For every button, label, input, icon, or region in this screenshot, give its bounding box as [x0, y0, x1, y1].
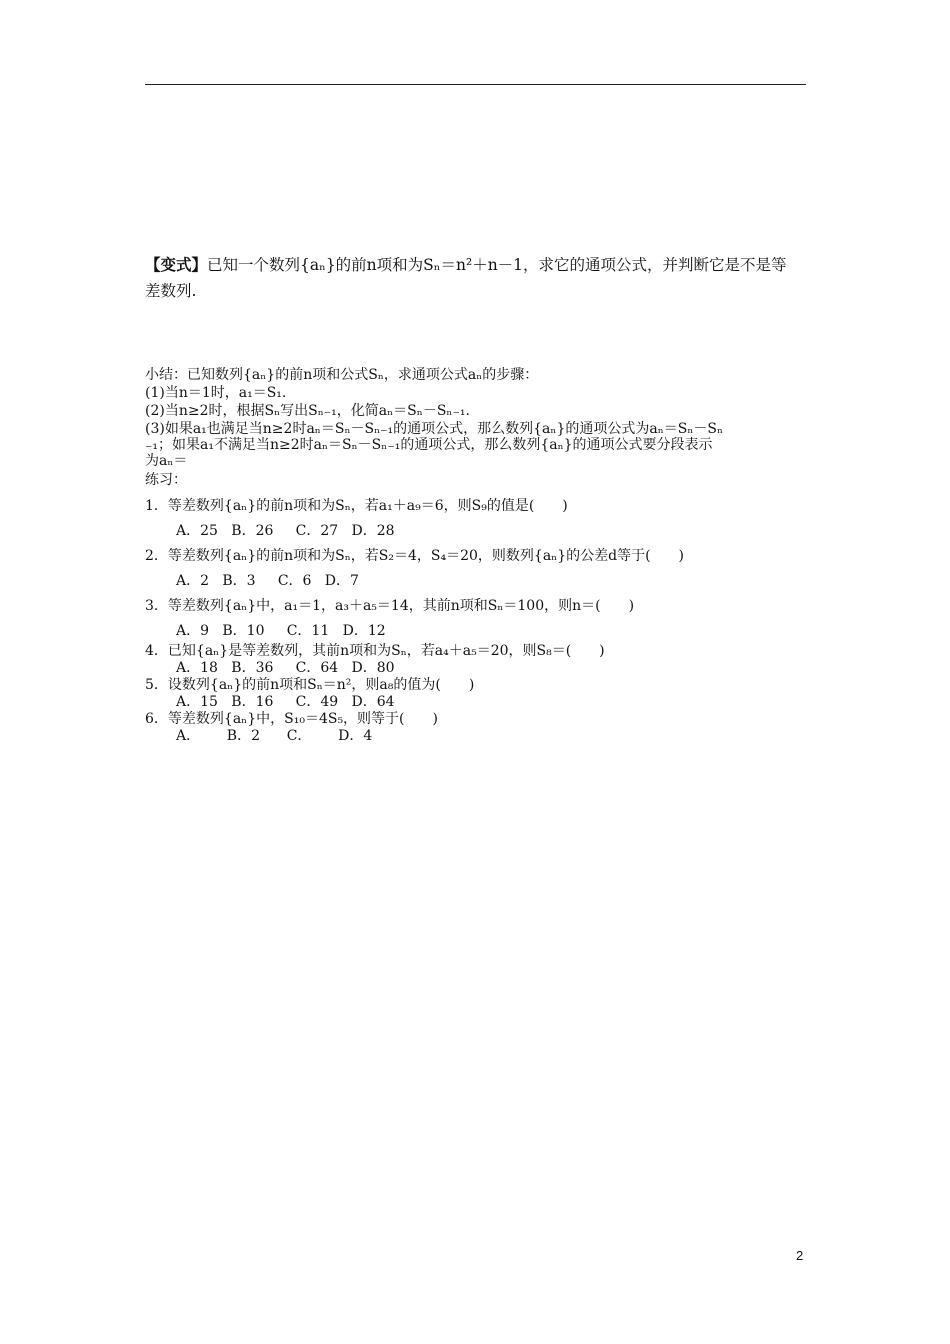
variant-line-1	[145, 253, 787, 275]
question-1-options: A．25 B．26 C．27 D．28	[176, 523, 395, 539]
variant-label: 【变式】	[145, 255, 208, 274]
variant-line-2: 差数列.	[145, 282, 197, 300]
question-6-stem: 6．等差数列{aₙ}中，S₁₀＝4S₅，则等于( )	[145, 711, 438, 727]
question-1-stem: 1．等差数列{aₙ}的前n项和为Sₙ，若a₁＋a₉＝6，则S₉的值是( )	[145, 498, 568, 514]
question-3-stem: 3．等差数列{aₙ}中，a₁＝1，a₃＋a₅＝14，其前n项和Sₙ＝100，则n＝( )	[145, 598, 635, 614]
summary-step-3-line-3: 为aₙ＝	[145, 453, 188, 469]
summary-step-3-line-2: ₋₁；如果a₁不满足当n≥2时aₙ＝Sₙ－Sₙ₋₁的通项公式，那么数列{aₙ}的通项公式要分段表示	[145, 437, 713, 453]
summary-step-1: (1)当n＝1时，a₁＝S₁.	[145, 385, 287, 401]
question-5-stem: 5．设数列{aₙ}的前n项和Sₙ＝n²，则a₈的值为( )	[145, 677, 475, 693]
variant-text: 已知一个数列{aₙ}的前n项和为Sₙ＝n²＋n－1，求它的通项公式，并判断它是不是等	[207, 256, 787, 274]
question-2-stem: 2．等差数列{aₙ}的前n项和为Sₙ，若S₂＝4，S₄＝20，则数列{aₙ}的公差d等于( )	[145, 548, 685, 564]
page-number: 2	[796, 1248, 804, 1263]
question-6-options: A． B．2 C． D．4	[176, 728, 373, 744]
practice-title: 练习：	[145, 472, 187, 488]
question-4-options: A．18 B．36 C．64 D．80	[176, 660, 395, 676]
summary-step-3-line-1: (3)如果a₁也满足当n≥2时aₙ＝Sₙ－Sₙ₋₁的通项公式，那么数列{aₙ}的通项公式为aₙ＝Sₙ－Sₙ	[145, 421, 724, 437]
summary-step-2: (2)当n≥2时，根据Sₙ写出Sₙ₋₁，化简aₙ＝Sₙ－Sₙ₋₁.	[145, 403, 470, 419]
summary-title: 小结：已知数列{aₙ}的前n项和公式Sₙ，求通项公式aₙ的步骤：	[145, 367, 539, 383]
header-rule	[145, 84, 806, 85]
question-5-options: A．15 B．16 C．49 D．64	[176, 694, 395, 710]
question-2-options: A．2 B．3 C．6 D．7	[176, 573, 359, 589]
question-3-options: A．9 B．10 C．11 D．12	[176, 623, 386, 639]
question-4-stem: 4．已知{aₙ}是等差数列，其前n项和为Sₙ，若a₄＋a₅＝20，则S₈＝( )	[145, 643, 605, 659]
